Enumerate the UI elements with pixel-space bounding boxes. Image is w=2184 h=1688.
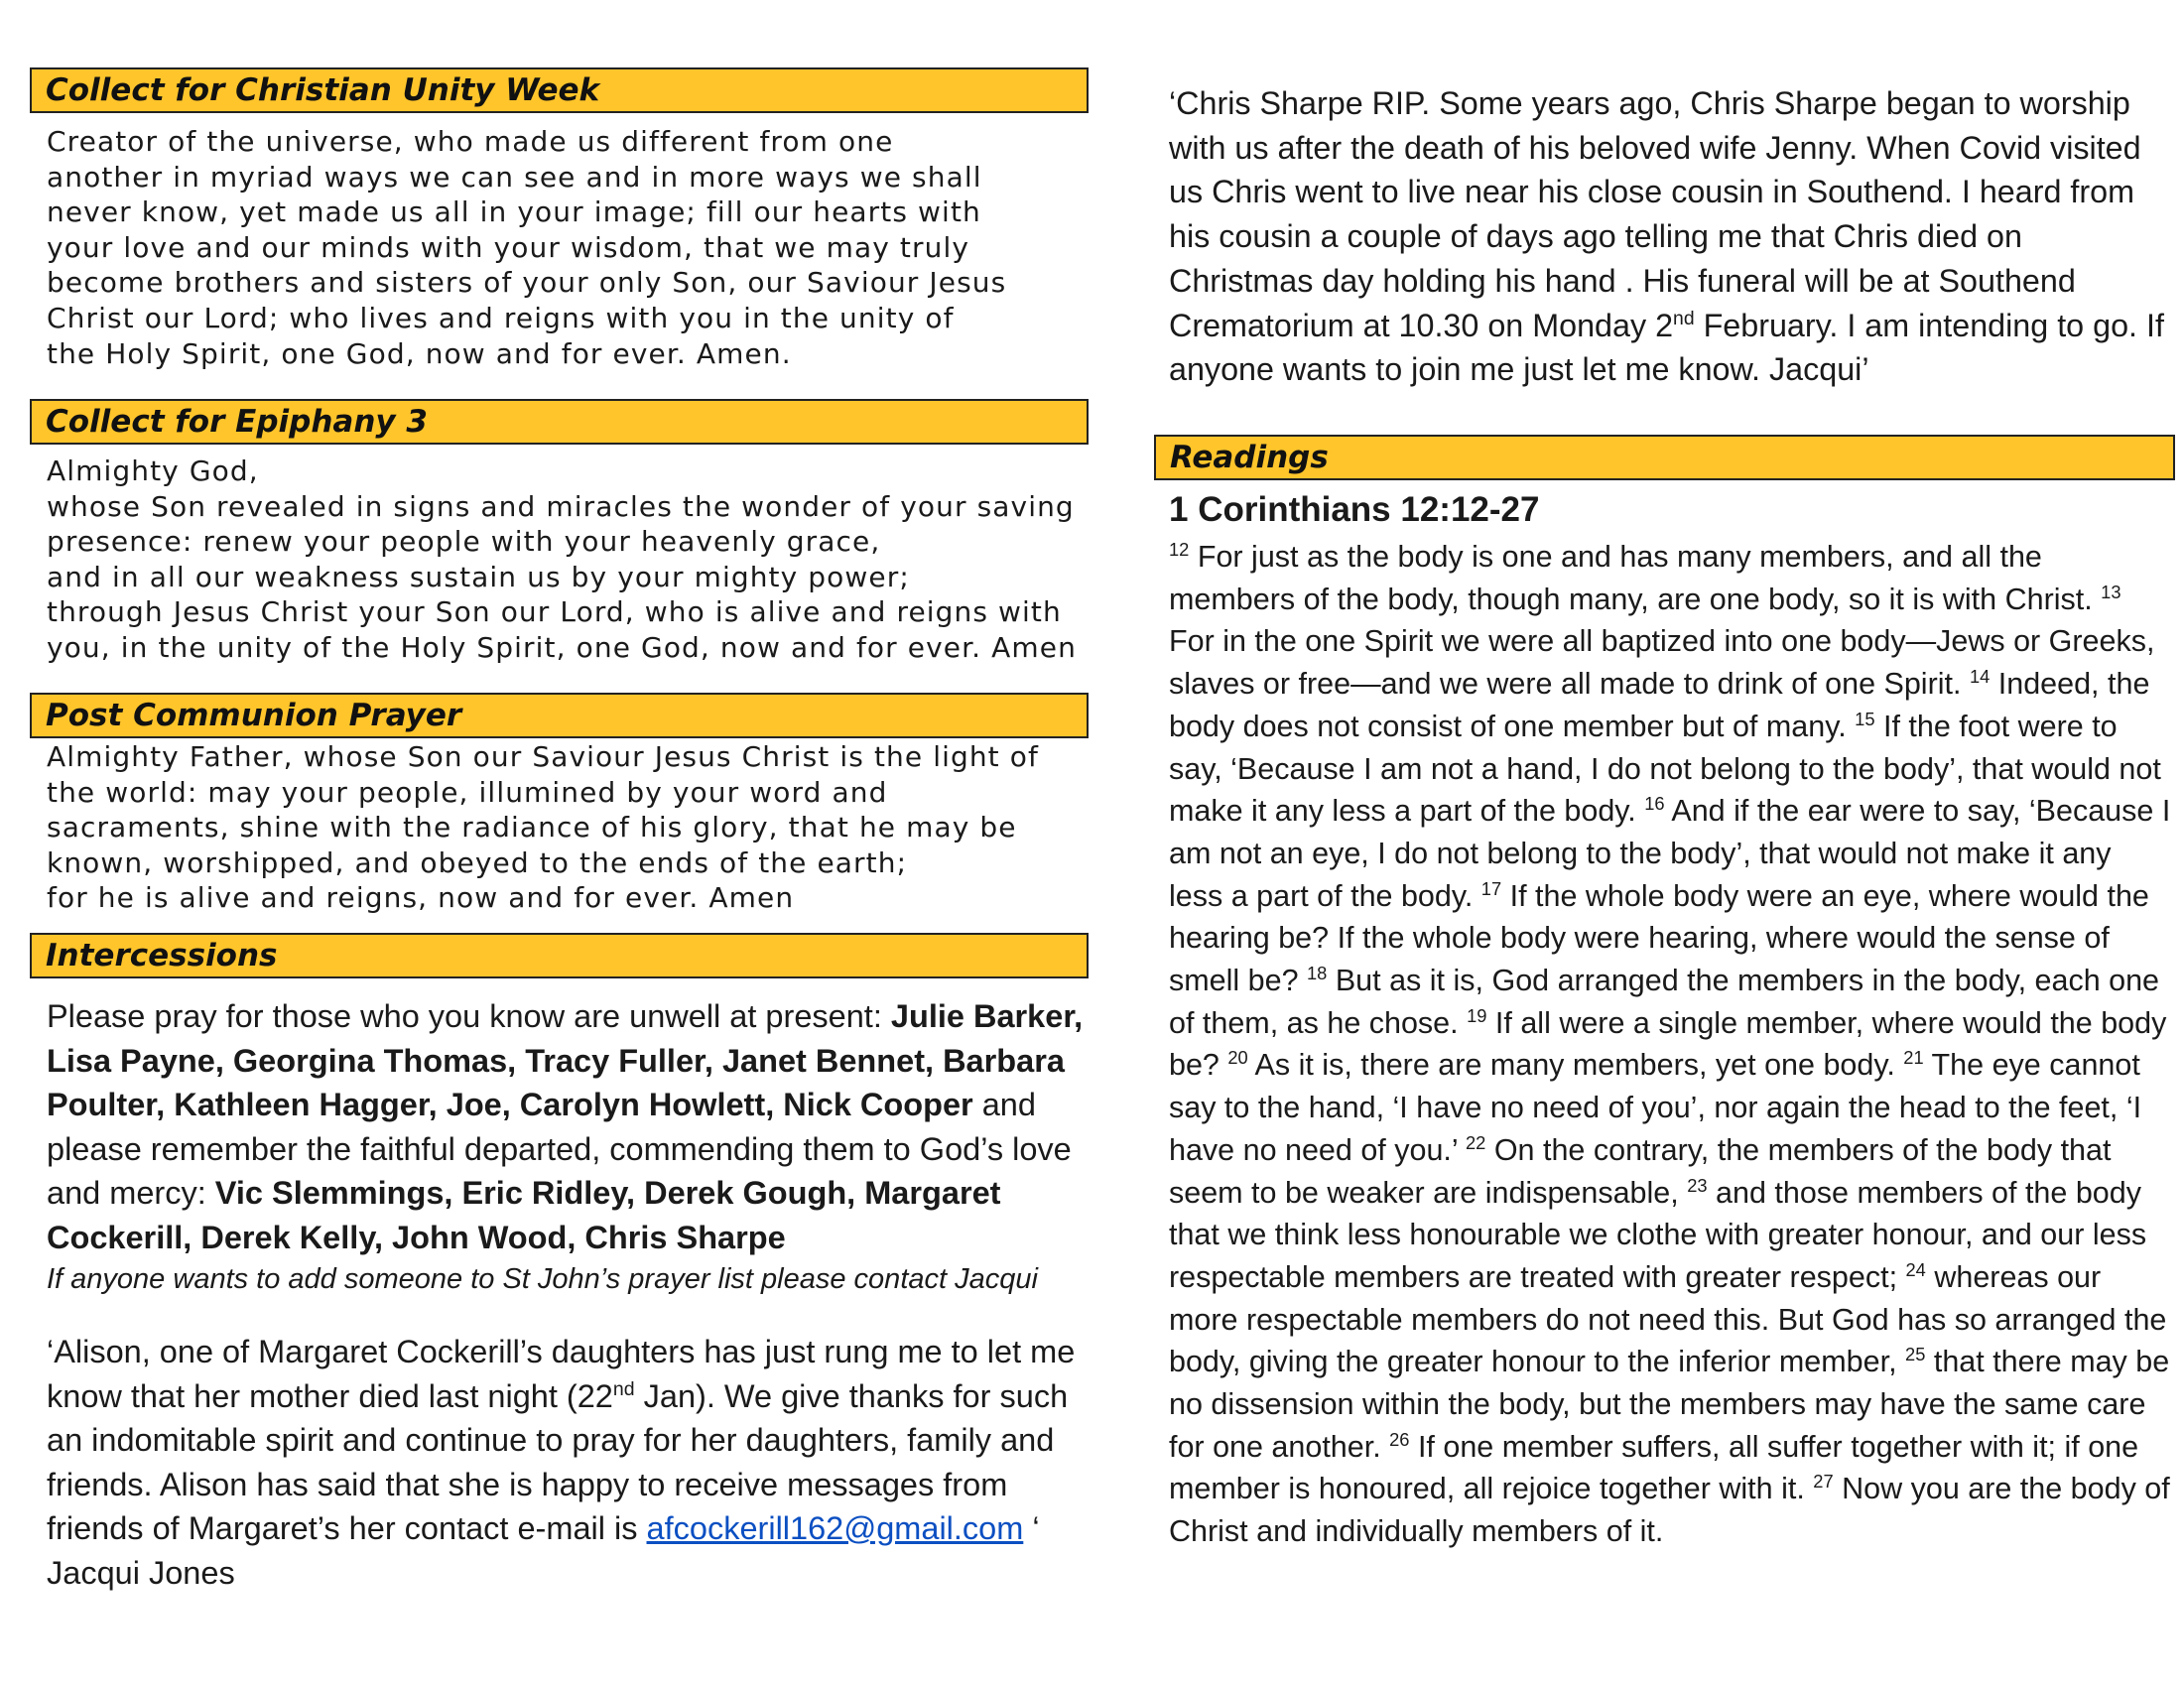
verse-text: Indeed, the body does not consist of one member but of many. (1169, 667, 2150, 743)
text-line: known, worshipped, and obeyed to the ends of the earth; (47, 845, 908, 879)
verse-number: 23 (1687, 1174, 1708, 1196)
verse-text: On the contrary, the members of the body that seem to be weaker are indispensable, (1169, 1132, 2112, 1210)
text-line: the world: may your people, illumined by your word and (47, 775, 888, 809)
text-line: Christ our Lord; who lives and reigns with you in the unity of (47, 301, 955, 334)
alison-text-c: ‘ Jacqui Jones (47, 1510, 1040, 1591)
email-link[interactable]: afcockerill162@gmail.com (646, 1510, 1024, 1547)
verse-number: 27 (1813, 1471, 1834, 1493)
prayer-list-note: If anyone wants to add someone to St John’s prayer list please contact Jacqui (47, 1263, 1038, 1295)
verse-text: If one member suffers, all suffer together with it; if one member is honoured, all rejoice together with it. (1169, 1429, 2139, 1506)
reading-reference: 1 Corinthians 12:12-27 (1169, 490, 1540, 529)
verse-text: As it is, there are many members, yet one body. (1247, 1048, 1904, 1083)
departed-names: Vic Slemmings, Eric Ridley, Derek Gough, Margaret Cockerill, Derek Kelly, John Wood, Chris Sharpe (47, 1175, 1001, 1255)
text-line: Almighty Father, whose Son our Saviour Jesus Christ is the light of (47, 740, 1039, 773)
verse-number: 15 (1855, 708, 1875, 729)
verse-text: If the foot were to say, ‘Because I am not a hand, I do not belong to the body’, that would not make it any less a part of the body. (1169, 709, 2161, 829)
text-line: Almighty God, (47, 454, 259, 487)
epiphany-collect-heading: Collect for Epiphany 3 (30, 399, 1089, 445)
text-line: never know, yet made us all in your image; fill our hearts with (47, 195, 981, 229)
text-line: Creator of the universe, who made us different from one (47, 125, 894, 158)
verse-text: Now you are the body of Christ and individually members of it. (1169, 1472, 2170, 1549)
verse-number: 22 (1466, 1131, 1486, 1153)
text-line: another in myriad ways we can see and in more ways we shall (47, 160, 982, 194)
text-line: for he is alive and reigns, now and for ever. Amen (47, 881, 795, 915)
verse-text: The eye cannot say to the hand, ‘I have no need of you’, nor again the head to the feet, ‘I have no need of you.’ (1169, 1048, 2142, 1167)
unity-collect-heading: Collect for Christian Unity Week (30, 67, 1089, 113)
verse-number: 25 (1905, 1344, 1926, 1365)
verse-number: 17 (1480, 877, 1502, 899)
verse-text: For just as the body is one and has many members, and all the members of the body, though many, are one body, so it is with Christ. (1169, 540, 2102, 616)
verse-number: 21 (1903, 1047, 1924, 1069)
verse-number: 26 (1389, 1428, 1410, 1450)
chris-text-b: February. I am intending to go. If anyone wants to join me just let me know. Jacqui’ (1169, 307, 2164, 388)
alison-message (47, 1330, 1089, 1596)
verse-number: 12 (1169, 538, 1190, 560)
verse-text: If all were a single member, where would the body be? (1169, 1005, 2167, 1083)
text-line: presence: renew your people with your heavenly grace, (47, 525, 881, 559)
alison-sup: nd (612, 1377, 635, 1400)
alison-text-a: ‘Alison, one of Margaret Cockerill’s daughters has just rung me to let me know that her mother died last night (22 (47, 1334, 1076, 1414)
verse-text: whereas our more respectable members do not need this. But God has so arranged the body, giving the greater honour to the inferior member, (1169, 1259, 2167, 1379)
text-line: your love and our minds with your wisdom, that we may truly (47, 230, 969, 264)
alison-text-b: Jan). We give thanks for such an indomitable spirit and continue to pray for her daughters, family and friends. Alison has said that she is happy to receive messages from friends of Margaret’s her contact e-mail is (47, 1377, 1069, 1547)
verse-text: And if the ear were to say, ‘Because I am not an eye, I do not belong to the body’, that would not make it any less a part of the body. (1169, 794, 2171, 913)
chris-text-a: ‘Chris Sharpe RIP. Some years ago, Chris Sharpe began to worship with us after the death of his beloved wife Jenny. When Covid visited us Chris went to live near his close cousin in Southend. I heard from his cousin a couple of days ago telling me that Chris died on Christmas day holding his hand . His funeral will be at Southend Crematorium at 10.30 on Monday 2 (1169, 85, 2141, 343)
verse-number: 14 (1969, 665, 1991, 687)
post-communion-heading: Post Communion Prayer (30, 693, 1089, 738)
verse-number: 20 (1227, 1047, 1248, 1069)
intercessions-heading: Intercessions (30, 933, 1089, 978)
epiphany-collect-text (47, 454, 1089, 666)
text-line: sacraments, shine with the radiance of his glory, that he may be (47, 811, 1017, 844)
verse-text: If the whole body were an eye, where would the hearing be? If the whole body were hearing, where would the sense of smell be? (1169, 878, 2149, 998)
verse-number: 18 (1307, 962, 1328, 983)
text-line: become brothers and sisters of your only Son, our Saviour Jesus (47, 266, 1007, 300)
chris-sup: nd (1673, 307, 1695, 329)
verse-number: 16 (1644, 793, 1665, 815)
text-line: you, in the unity of the Holy Spirit, one God, now and for ever. Amen (47, 630, 1077, 664)
verse-number: 19 (1467, 1004, 1487, 1026)
intercessions-text (47, 994, 1089, 1260)
verse-number: 13 (2101, 581, 2121, 602)
text-line: the Holy Spirit, one God, now and for ever. Amen. (47, 336, 792, 370)
verse-number: 24 (1905, 1258, 1926, 1280)
chris-sharpe-notice (1169, 81, 2166, 392)
readings-heading: Readings (1154, 435, 2175, 480)
verse-text: that there may be no dissension within the body, but the members may have the same care for one another. (1169, 1345, 2170, 1464)
reading-text (1169, 536, 2171, 1553)
verse-text: But as it is, God arranged the members in the body, each one of them, as he chose. (1169, 964, 2160, 1040)
verse-text: For in the one Spirit we were all baptized into one body—Jews or Greeks, slaves or free—and we were all made to drink of one Spirit. (1169, 624, 2155, 702)
text-line: through Jesus Christ your Son our Lord, who is alive and reigns with (47, 595, 1062, 629)
intercessions-middle: and please remember the faithful departed, commending them to God’s love and mercy: (47, 1087, 1072, 1212)
text-line: and in all our weakness sustain us by your mighty power; (47, 560, 910, 593)
unity-collect-text (47, 124, 1089, 371)
intercessions-intro: Please pray for those who you know are unwell at present: (47, 998, 891, 1034)
unwell-names: Julie Barker, Lisa Payne, Georgina Thomas, Tracy Fuller, Janet Bennet, Barbara Poulter, Kathleen Hagger, Joe, Carolyn Howlett, Nick Cooper (47, 998, 1084, 1123)
post-communion-text (47, 739, 1089, 916)
text-line: whose Son revealed in signs and miracles the wonder of your saving (47, 489, 1075, 523)
verse-text: and those members of the body that we think less honourable we clothe with greater honour, and our less respectable members are treated with greater respect; (1169, 1175, 2147, 1294)
